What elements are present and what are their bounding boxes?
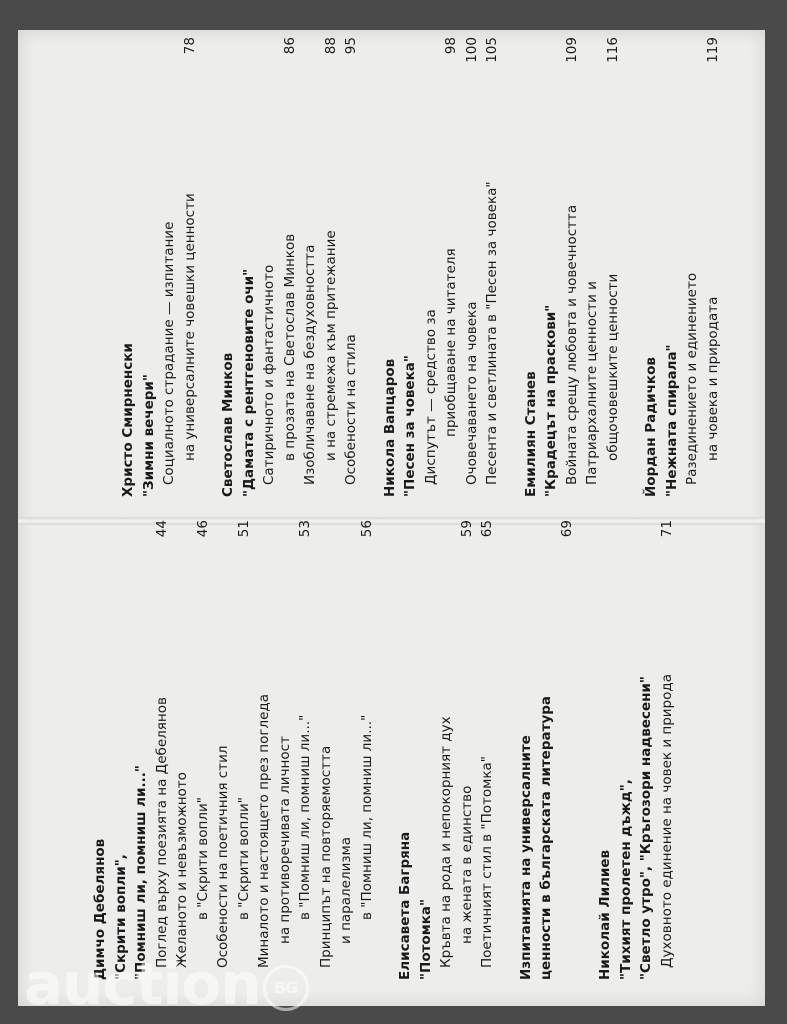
toc-page-number: 69 [558,520,575,538]
toc-author: Христо Смирненски [120,343,136,497]
toc-topic [295,520,316,980]
toc-work-title: "Зимни вечери" [140,374,157,497]
toc-topic [657,520,678,980]
toc-entry [516,520,578,980]
toc-entry [521,37,624,497]
toc-topic [254,520,275,980]
toc-topic [341,37,362,497]
toc-topic-text: в "Помниш ли, помниш ли..." [358,714,375,920]
toc-topic-text: Особености на стила [343,334,359,485]
toc-page-number: 53 [297,520,313,538]
toc-topic-text: Песента и светлината в "Песен за човека" [484,181,500,485]
toc-topic-text: в прозата на Светослав Минков [281,233,298,461]
toc-topic [603,37,624,497]
toc-gap [498,520,516,980]
toc-page-number: 109 [563,37,580,63]
toc-topic-text: Социалното страдание — изпитание [161,221,177,485]
toc-page-number: 116 [604,37,621,63]
toc-topic-text: в "Скрити вопли" [194,797,211,920]
toc-topic-text: на човека и природата [704,296,721,461]
toc-page-number: 100 [463,37,480,63]
toc-topic-text: Кръвта на рода и непокорният дух [438,716,454,968]
toc-work-title: "Скрити вопли", [112,854,129,980]
toc-author: Елисавета Багряна [397,831,413,980]
toc-topic [275,520,296,980]
toc-topic-text: Особености на поетичния стил [215,745,231,968]
watermark-badge: BG [263,965,309,1011]
toc-topic-text [559,964,575,968]
toc-page-number: 71 [658,520,675,538]
toc-topic-text: на противоречивата личност [276,736,293,944]
toc-entry [118,37,200,497]
toc-author: Светослав Минков [220,352,236,497]
toc-page-number: 105 [484,37,500,63]
toc-topic [234,520,255,980]
toc-gap [377,520,395,980]
toc-topic-text: Разединението и единението [684,272,700,485]
toc-topic [193,520,214,980]
toc-topic-text: и паралелизма [338,837,354,944]
toc-topic [482,37,503,497]
watermark-text: auction [24,950,261,1018]
toc-page-number: 98 [443,37,459,55]
toc-topic-text: Принципът на повторяемостта [317,745,334,968]
toc-topic-text: Сатиричното и фантастичното [261,264,277,485]
toc-topic [477,520,498,980]
toc-work-title: "Помниш ли, помниш ли..." [133,765,149,980]
toc-author: Димчо Дебелянов [92,838,108,980]
toc-top-half [118,37,741,497]
toc-topic-text: и на стремежа към притежание [322,230,339,461]
toc-entry [218,37,362,497]
toc-topic-text: Войната срещу любовта и човечността [563,204,580,485]
toc-bottom-half [90,520,695,980]
toc-topic [213,520,234,980]
toc-gap [200,37,218,497]
toc-author: Емилиян Станев [522,371,539,497]
toc-gap [362,37,380,497]
toc-topic-text: на универсалните човешки ценности [181,193,198,461]
toc-work-title: "Песен за човека" [402,355,418,497]
toc-topic-text: Изобличаване на бездуховността [302,244,318,485]
toc-work-title: "Дамата с рентгеновите очи" [240,268,257,497]
toc-work-title: "Светло утро", "Кръгозори надвесени" [638,676,654,980]
toc-topic-text: Поетичният стил в "Потомка" [479,756,495,968]
toc-work-title: ценности в българската литература [538,695,554,980]
toc-topic [180,37,201,497]
toc-gap [503,37,521,497]
toc-author: Никола Вапцаров [381,358,398,497]
toc-topic [259,37,280,497]
toc-page-number: 51 [235,520,252,538]
toc-entry [395,520,498,980]
toc-topic [703,37,724,497]
toc-gap [623,37,641,497]
toc-topic [321,37,342,497]
toc-topic-text: на жената в единство [458,785,475,944]
toc-topic [280,37,301,497]
toc-gap [577,520,595,980]
toc-topic [152,520,173,980]
toc-page-number: 65 [479,520,495,538]
toc-entry [90,520,377,980]
toc-topic [300,37,321,497]
toc-topic [316,520,337,980]
toc-topic-text: Поглед върху поезията на Дебелянов [153,697,170,968]
toc-topic-text: приобщаване на читателя [443,248,459,437]
toc-work-title: "Тихият пролетен дъжд", [617,779,634,980]
toc-topic [562,37,583,497]
toc-author: Николай Лилиев [597,849,613,980]
toc-topic [582,37,603,497]
auction-watermark [24,950,309,1018]
toc-page-number: 86 [281,37,298,55]
toc-topic [421,37,442,497]
toc-topic-text: Диспутът — средство за [422,309,439,485]
toc-topic [336,520,357,980]
toc-topic-text: в "Помниш ли, помниш ли..." [297,714,313,920]
toc-topic-text: общочовешките ценности [604,273,621,461]
toc-topic [682,37,703,497]
toc-entry [380,37,503,497]
toc-gap [723,37,741,497]
toc-page-number: 119 [704,37,721,63]
toc-page-number: 95 [343,37,359,55]
toc-topic-text: Очовечаването на човека [463,301,480,485]
toc-work-title: "Крадецът на праскови" [543,304,559,497]
toc-work-title: Изпитанията на универсалните [517,735,534,980]
toc-page-number: 59 [458,520,475,538]
toc-page-number: 46 [194,520,211,538]
toc-topic [159,37,180,497]
toc-topic [441,37,462,497]
toc-topic-text: Духовното единение на човек и природа [658,674,675,968]
toc-page-number: 78 [181,37,198,55]
toc-author: Йордан Радичков [643,357,659,497]
toc-topic-text: Патриархалните ценности и [584,281,600,485]
toc-page-number: 44 [153,520,170,538]
toc-work-title: "Потомка" [417,898,434,980]
toc-topic [172,520,193,980]
toc-topic [462,37,483,497]
toc-topic-text: в "Скрити вопли" [235,797,252,920]
toc-topic [557,520,578,980]
toc-gap [677,520,695,980]
toc-topic [457,520,478,980]
toc-entry [641,37,723,497]
toc-topic [436,520,457,980]
toc-page-number: 56 [358,520,375,538]
toc-entry [595,520,677,980]
toc-topic [357,520,378,980]
toc-topic-text: Желаното и невъзможното [174,772,190,968]
toc-topic-text: Миналото и настоящето през погледа [256,694,272,968]
toc-work-title: "Нежната спирала" [663,344,680,497]
toc-page-number: 88 [322,37,339,55]
